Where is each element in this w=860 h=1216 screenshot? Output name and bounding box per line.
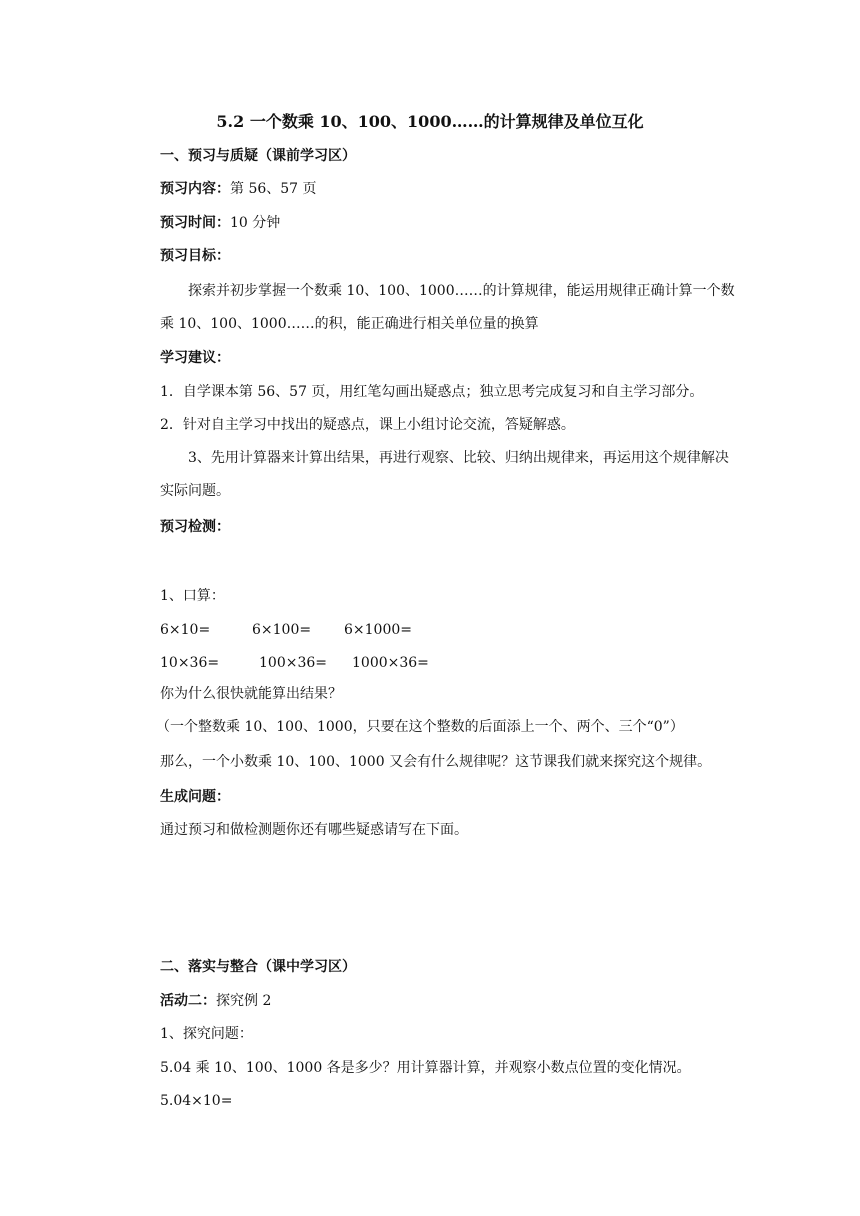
- preview-time-line: [160, 213, 280, 233]
- oral-item: 1000×36=: [352, 655, 429, 671]
- oral-calc-label: 1、口算：: [160, 588, 225, 604]
- section2-heading: 二、落实与整合（课中学习区）: [160, 959, 356, 975]
- explore-label: 1、探究问题：: [160, 1026, 253, 1042]
- preview-content-label: 预习内容：: [160, 181, 230, 197]
- oral-item: 6×10=: [160, 622, 211, 638]
- question-line: 你为什么很快就能算出结果？: [160, 686, 342, 702]
- follow-up-line: 那么，一个小数乘 10、100、1000 又会有什么规律呢？这节课我们就来探究这个规律。: [160, 754, 712, 770]
- oral-row-1: [160, 620, 412, 640]
- preview-time-value: 10 分钟: [230, 215, 281, 231]
- preview-content-value: 第 56、57 页: [230, 181, 317, 197]
- generate-question-text: 通过预习和做检测题你还有哪些疑惑请写在下面。: [160, 822, 468, 838]
- advice-label: 学习建议：: [160, 350, 230, 366]
- preview-goal-label: 预习目标：: [160, 248, 230, 264]
- first-equation: 5.04×10=: [160, 1093, 233, 1109]
- preview-goal-text: 探索并初步掌握一个数乘 10、100、1000……的计算规律，能运用规律正确计算一个数乘 10、100、1000……的积，能正确进行相关单位量的换算: [160, 283, 735, 332]
- advice-item-2: 2．针对自主学习中找出的疑惑点，课上小组讨论交流，答疑解惑。: [160, 417, 575, 433]
- oral-item: 10×36=: [160, 655, 220, 671]
- oral-row-2: [160, 653, 429, 673]
- preview-time-label: 预习时间：: [160, 215, 230, 231]
- activity-line: [160, 991, 271, 1011]
- preview-content-line: [160, 179, 317, 199]
- activity-value: 探究例 2: [216, 993, 272, 1009]
- advice-item-1: 1．自学课本第 56、57 页，用红笔勾画出疑惑点；独立思考完成复习和自主学习部分。: [160, 384, 704, 400]
- oral-item: 100×36=: [259, 655, 327, 671]
- explore-text: 5.04 乘 10、100、1000 各是多少？用计算器计算，并观察小数点位置的变化情况。: [160, 1060, 691, 1076]
- page-title: 5.2 一个数乘 10、100、1000……的计算规律及单位互化: [216, 112, 644, 131]
- oral-item: 6×1000=: [344, 622, 412, 638]
- activity-label: 活动二：: [160, 993, 216, 1009]
- check-label: 预习检测：: [160, 519, 230, 535]
- answer-line: （一个整数乘 10、100、1000，只要在这个整数的后面添上一个、两个、三个“0”）: [156, 719, 684, 735]
- advice-item-3: 3、先用计算器来计算出结果，再进行观察、比较、归纳出规律来，再运用这个规律解决实际问题。: [160, 450, 729, 499]
- section1-heading: 一、预习与质疑（课前学习区）: [160, 148, 356, 164]
- generate-question-label: 生成问题：: [160, 789, 230, 805]
- oral-item: 6×100=: [252, 622, 312, 638]
